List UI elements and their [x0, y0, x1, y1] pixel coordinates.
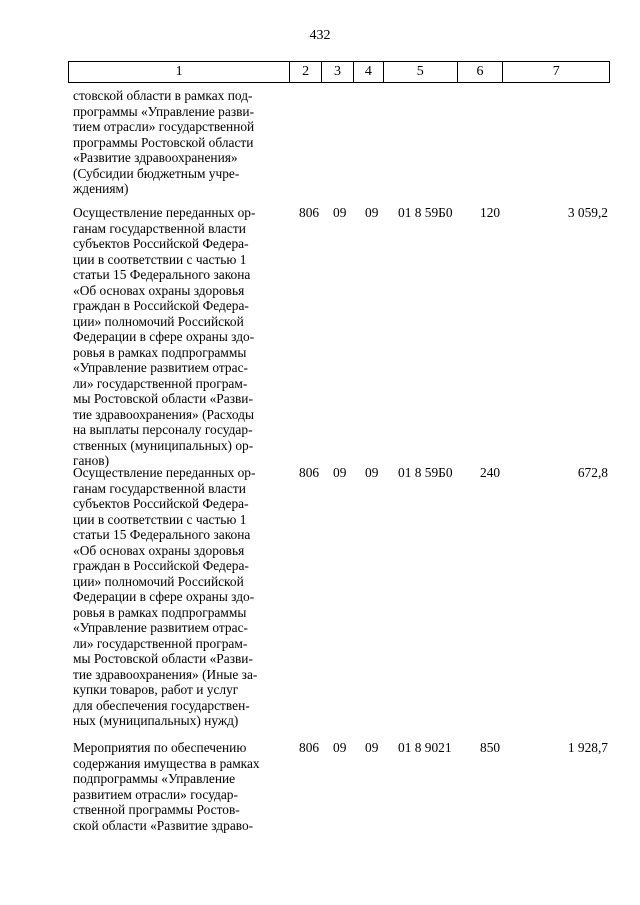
row-target-article: 01 8 59Б0 — [398, 205, 453, 220]
row-target-article: 01 8 59Б0 — [398, 465, 453, 480]
header-col-2: 2 — [290, 62, 322, 82]
header-col-1: 1 — [69, 62, 290, 82]
row-expense-type: 850 — [480, 740, 501, 755]
row-expense-type: 120 — [480, 205, 501, 220]
row-amount: 1 928,7 — [567, 740, 608, 755]
row-description: Осуществление переданных ор- ганам государственной власти субъектов Российской Федера- ции в соответствии с частью 1 статьи 15 Федерального закона «Об основах охраны здоровья граждан в Российской Федера- ции» полномочий Российской Федерации в сфере охраны здо- ровья в рамках подпрограммы «Управление развитием отрас- ли» государственной програм- мы Ростовской области «Разви- тие здравоохранения» (Расходы на выплаты персоналу государ- ственных (муниципальных) ор- ганов) — [73, 205, 256, 468]
row-subsection-code: 09 — [365, 205, 379, 220]
row-ministry-code: 806 — [299, 740, 320, 755]
header-col-5: 5 — [384, 62, 458, 82]
row-section-code: 09 — [333, 465, 347, 480]
header-col-4: 4 — [354, 62, 384, 82]
row-target-article: 01 8 9021 — [398, 740, 452, 755]
row-amount: 672,8 — [577, 465, 608, 480]
row-expense-type: 240 — [480, 465, 501, 480]
row-amount: 3 059,2 — [567, 205, 608, 220]
row-subsection-code: 09 — [365, 465, 379, 480]
header-col-3: 3 — [322, 62, 354, 82]
row-section-code: 09 — [333, 740, 347, 755]
row-description: Осуществление переданных ор- ганам государственной власти субъектов Российской Федера- ции в соответствии с частью 1 статьи 15 Федерального закона «Об основах охраны здоровья граждан в Российской Федера- ции» полномочий Российской Федерации в сфере охраны здо- ровья в рамках подпрограммы «Управление развитием отрас- ли» государственной програм- мы Ростовской области «Разви- тие здравоохранения» (Иные за- купки товаров, работ и услуг для обеспечения государствен- ных (муниципальных) нужд) — [73, 465, 258, 728]
row-description: стовской области в рамках под- программы «Управление разви- тием отрасли» государственной программы Ростовской области «Развитие здравоохранения» (Субсидии бюджетным учре- ждениям) — [73, 88, 255, 196]
row-description: Мероприятия по обеспечению содержания имущества в рамках подпрограммы «Управление развитием отрасли» государ- ственной программы Ростов- ской области «Развитие здраво- — [73, 740, 260, 833]
header-col-7: 7 — [552, 64, 560, 79]
row-ministry-code: 806 — [299, 205, 320, 220]
row-section-code: 09 — [333, 205, 347, 220]
page-number: 432 — [309, 28, 331, 43]
header-col-6: 6 — [458, 62, 504, 82]
row-ministry-code: 806 — [299, 465, 320, 480]
row-subsection-code: 09 — [365, 740, 379, 755]
table-header — [68, 61, 610, 83]
